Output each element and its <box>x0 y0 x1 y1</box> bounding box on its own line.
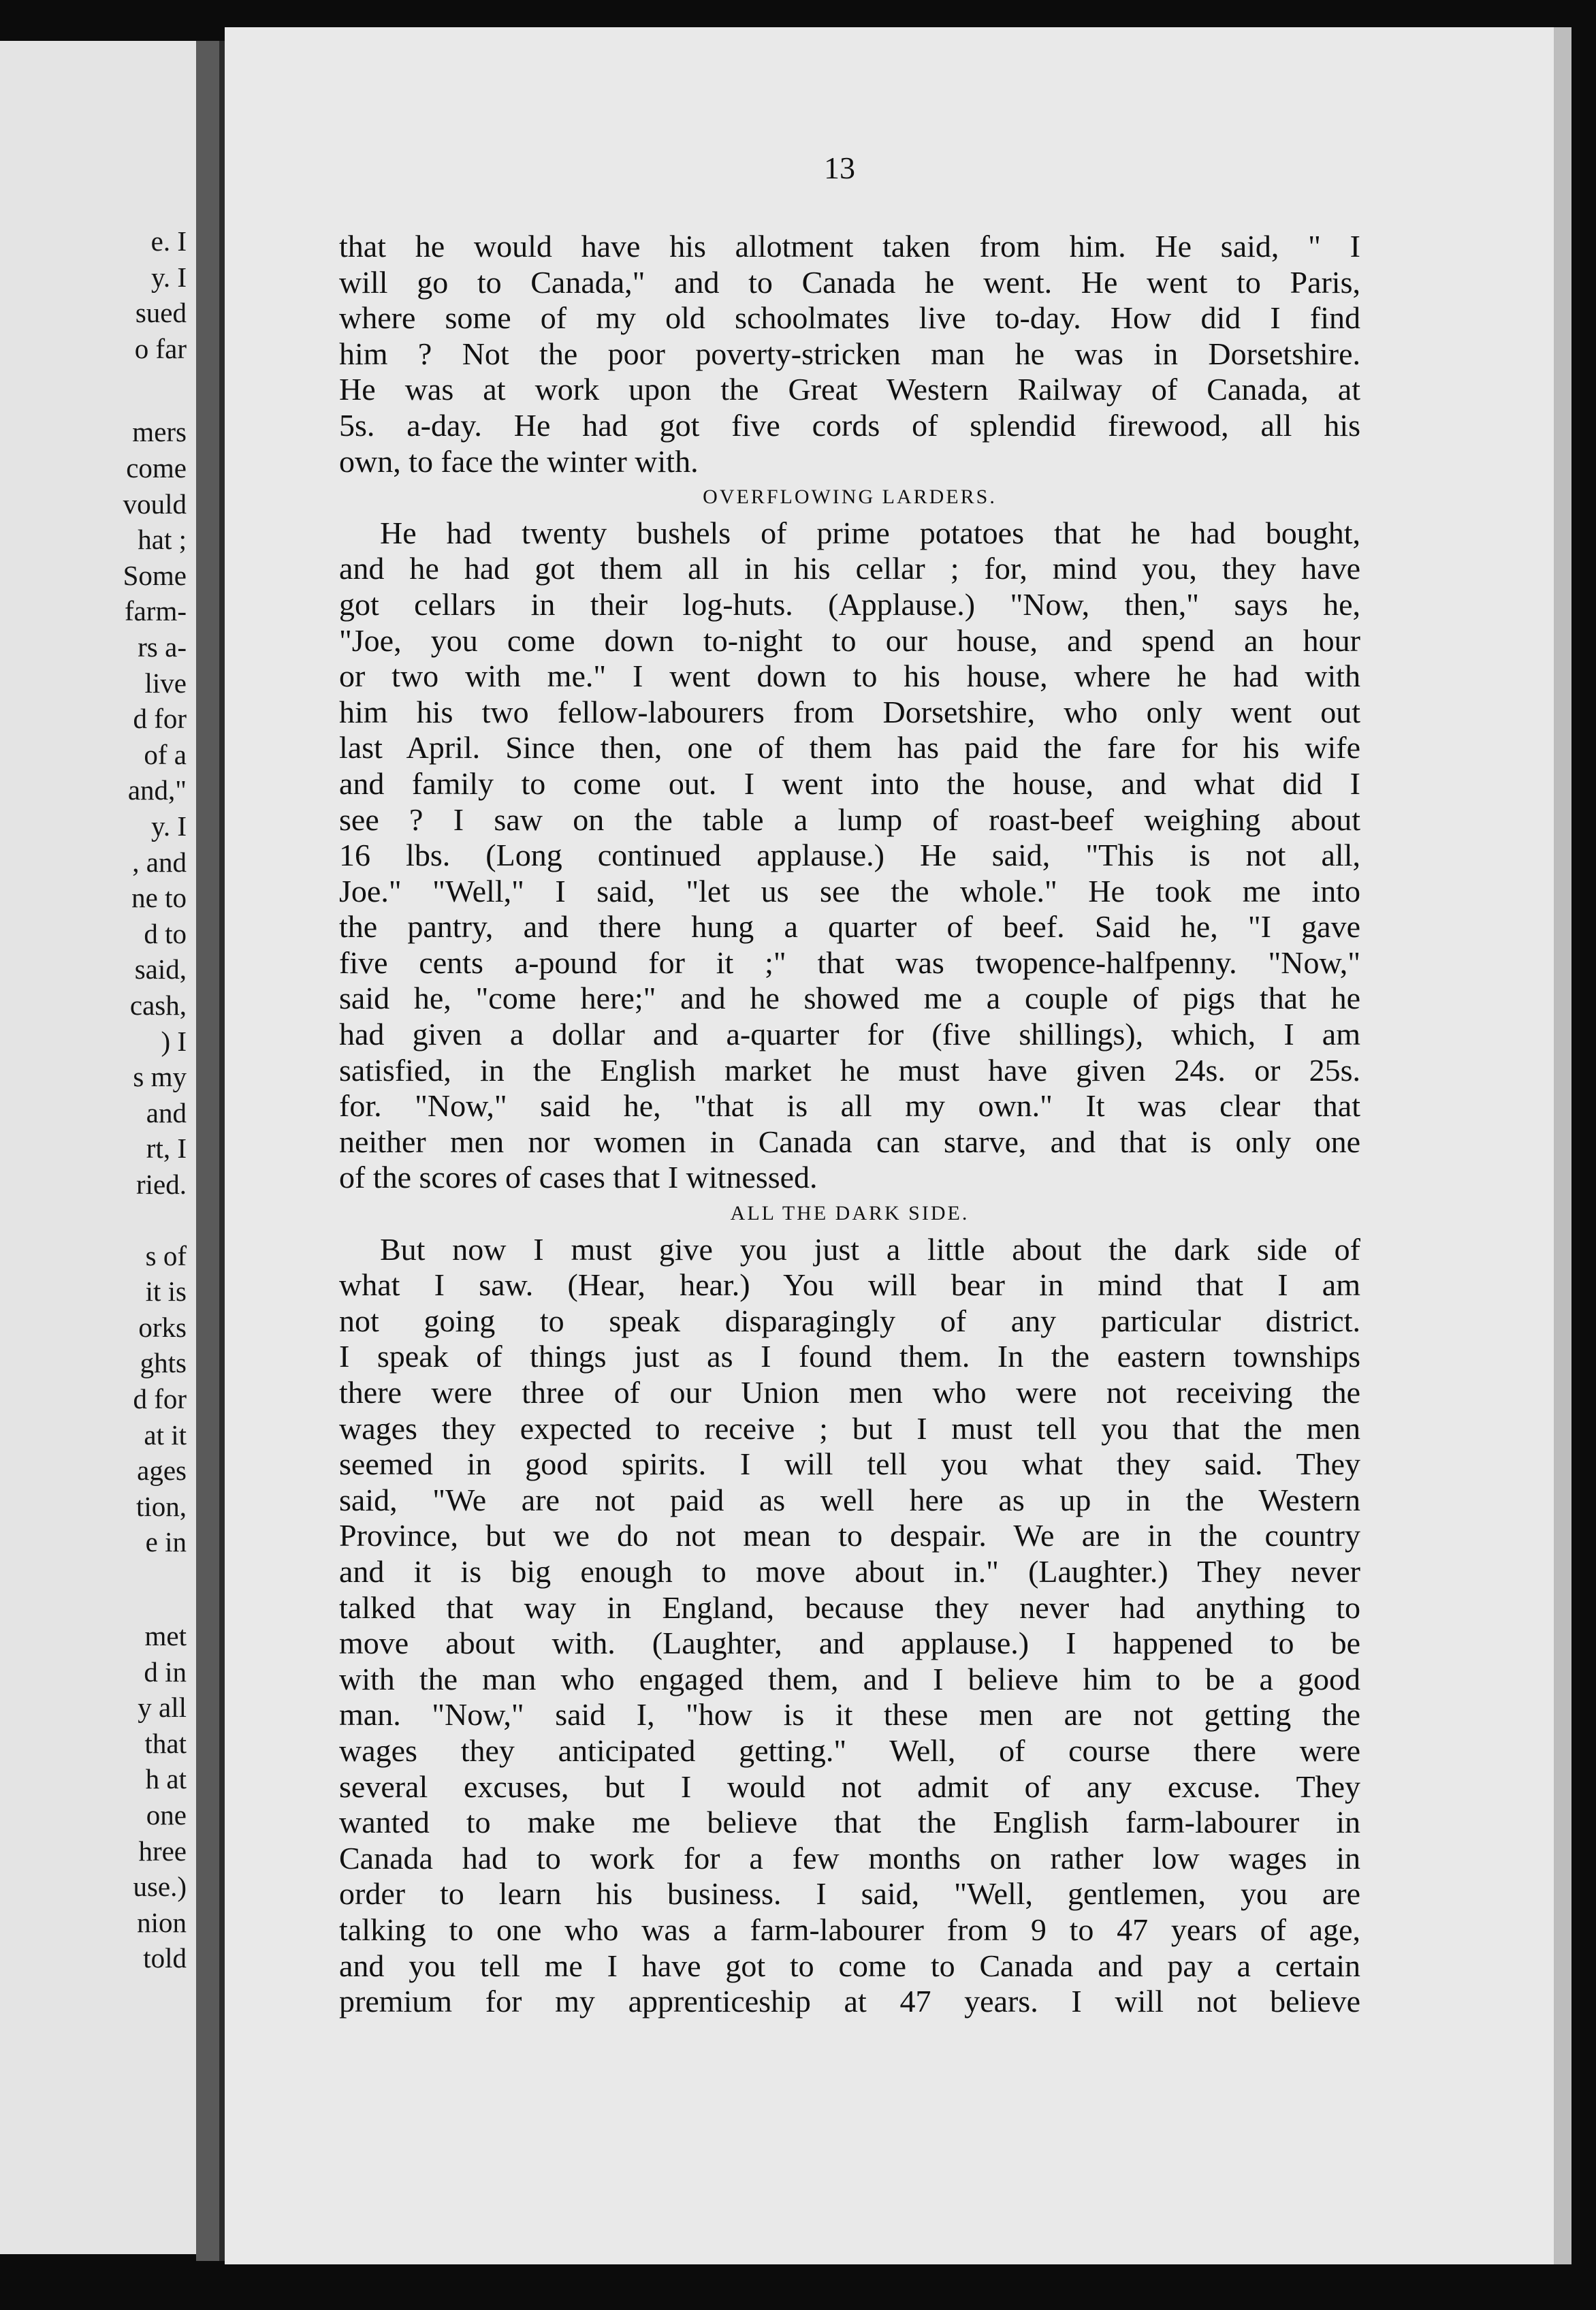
text-line: Province, but we do not mean to despair. We are in the country <box>339 1518 1360 1553</box>
left-page-text-fragment: ) I <box>161 1025 187 1057</box>
text-line: and he had got them all in his cellar ; for, mind you, they have <box>339 551 1360 586</box>
text-line: what I saw. (Hear, hear.) You will bear in mind that I am <box>339 1267 1360 1303</box>
left-page-text-fragment: h at <box>145 1763 187 1795</box>
text-line: him his two fellow-labourers from Dorsetshire, who only went out <box>339 694 1360 729</box>
text-line: see ? I saw on the table a lump of roast-beef weighing about <box>339 802 1360 837</box>
text-line: man. "Now," said I, "how is it these men are not getting the <box>339 1697 1360 1732</box>
left-page-text-fragment: met <box>144 1620 187 1651</box>
left-page-text-fragment: Some <box>123 559 187 591</box>
text-line: He had twenty bushels of prime potatoes that he had bought, <box>380 515 1360 550</box>
page-number: 13 <box>824 151 855 185</box>
text-line: Canada had to work for a few months on rather low wages in <box>339 1840 1360 1876</box>
text-line: that he would have his allotment taken from him. He said, " I <box>339 229 1360 264</box>
text-line: or two with me." I went down to his house, where he had with <box>339 659 1360 694</box>
text-line: 16 lbs. (Long continued applause.) He said, "This is not all, <box>339 838 1360 873</box>
left-page-text-fragment: ried. <box>136 1169 187 1200</box>
left-page-text-fragment: vould <box>123 488 187 520</box>
text-line: talked that way in England, because they never had anything to <box>339 1589 1360 1625</box>
left-page-text-fragment: of a <box>144 738 187 770</box>
left-page-text-fragment: rs a- <box>138 631 187 663</box>
gutter-shadow <box>219 41 225 2261</box>
facing-page-fragment <box>0 41 196 2254</box>
opening-paragraph <box>339 229 1360 479</box>
text-line: I speak of things just as I found them. In the eastern townships <box>339 1339 1360 1374</box>
left-page-text-fragment: that <box>144 1727 187 1759</box>
left-page-text-fragment: s my <box>133 1061 187 1093</box>
left-page-text-fragment: tion, <box>135 1490 187 1522</box>
left-page-text-fragment: sued <box>135 297 187 329</box>
text-line: He was at work upon the Great Western Railway of Canada, at <box>339 372 1360 407</box>
text-line: had given a dollar and a-quarter for (five shillings), which, I am <box>339 1017 1360 1052</box>
left-page-text-fragment: o far <box>134 332 187 364</box>
left-page-text-fragment: it is <box>145 1276 187 1308</box>
left-page-text-fragment: and <box>146 1096 187 1128</box>
left-page-text-fragment: ages <box>137 1455 187 1487</box>
text-line: premium for my apprenticeship at 47 years. I will not believe <box>339 1984 1360 2019</box>
text-line: there were three of our Union men who were not receiving the <box>339 1375 1360 1410</box>
left-page-text-fragment: nion <box>137 1906 187 1938</box>
text-line: of the scores of cases that I witnessed. <box>339 1160 818 1195</box>
left-page-text-fragment: e in <box>145 1526 187 1558</box>
book-gutter <box>196 41 219 2261</box>
text-line: and family to come out. I went into the house, and what did I <box>339 765 1360 801</box>
left-page-text-fragment: one <box>146 1799 187 1831</box>
text-line: got cellars in their log-huts. (Applause.) "Now, then," says he, <box>339 586 1360 622</box>
text-line: and it is big enough to move about in." (Laughter.) They never <box>339 1553 1360 1589</box>
text-line: him ? Not the poor poverty-stricken man he was in Dorsetshire. <box>339 336 1360 371</box>
section-heading-overflowing-larders: OVERFLOWING LARDERS. <box>703 486 997 509</box>
text-line: for. "Now," said he, "that is all my own." It was clear that <box>339 1088 1360 1124</box>
left-page-text-fragment: e. I <box>150 225 187 257</box>
left-page-text-fragment: orks <box>138 1311 187 1343</box>
text-line: neither men nor women in Canada can starve, and that is only one <box>339 1124 1360 1159</box>
text-line: 5s. a-day. He had got five cords of splendid firewood, all his <box>339 407 1360 443</box>
left-page-text-fragment: at it <box>144 1419 187 1451</box>
left-page-text-fragment: hree <box>138 1835 187 1867</box>
text-line: the pantry, and there hung a quarter of beef. Said he, "I gave <box>339 909 1360 945</box>
text-line: talking to one who was a farm-labourer from 9 to 47 years of age, <box>339 1912 1360 1947</box>
text-line: several excuses, but I would not admit of any excuse. They <box>339 1769 1360 1804</box>
left-page-text-fragment: said, <box>134 953 187 985</box>
left-page-text-fragment: ne to <box>131 882 187 914</box>
text-line: But now I must give you just a little about the dark side of <box>380 1231 1360 1267</box>
page-edge <box>1554 27 1571 2264</box>
text-line: not going to speak disparagingly of any particular district. <box>339 1303 1360 1338</box>
text-line: said, "We are not paid as well here as up in the Western <box>339 1482 1360 1517</box>
text-line: Joe." "Well," I said, "let us see the whole." He took me into <box>339 873 1360 908</box>
text-line: will go to Canada," and to Canada he went. He went to Paris, <box>339 264 1360 300</box>
text-line: wanted to make me believe that the English farm-labourer in <box>339 1805 1360 1840</box>
left-page-text-fragment: come <box>126 452 187 484</box>
left-page-text-fragment: cash, <box>129 990 187 1021</box>
left-page-text-fragment: d for <box>133 703 187 735</box>
text-line: with the man who engaged them, and I believe him to be a good <box>339 1661 1360 1696</box>
left-page-text-fragment: and," <box>127 774 187 806</box>
left-page-text-fragment: hat ; <box>138 524 187 556</box>
left-page-text-fragment: , and <box>132 846 187 878</box>
left-page-text-fragment: y. I <box>151 810 187 842</box>
left-page-text-fragment: y all <box>138 1692 187 1724</box>
left-page-text-fragment: live <box>144 667 187 699</box>
left-page-text-fragment: d for <box>133 1383 187 1414</box>
text-line: said he, "come here;" and he showed me a couple of pigs that he <box>339 981 1360 1016</box>
left-page-text-fragment: use.) <box>133 1871 187 1903</box>
text-line: five cents a-pound for it ;" that was twopence-halfpenny. "Now," <box>339 945 1360 980</box>
text-line: where some of my old schoolmates live to-day. How did I find <box>339 300 1360 336</box>
text-line: order to learn his business. I said, "Well, gentlemen, you are <box>339 1876 1360 1912</box>
paragraph-dark-side <box>339 1232 1360 2020</box>
left-page-text-fragment: d to <box>144 917 187 949</box>
text-line: "Joe, you come down to-night to our house, and spend an hour <box>339 622 1360 658</box>
text-line: wages they anticipated getting." Well, of course there were <box>339 1732 1360 1768</box>
left-page-text-fragment: rt, I <box>146 1133 187 1165</box>
paragraph-overflowing-larders <box>339 516 1360 1196</box>
text-line: own, to face the winter with. <box>339 443 699 479</box>
left-page-text-fragment: farm- <box>124 595 187 627</box>
left-page-text-fragment: s of <box>145 1239 187 1271</box>
text-line: last April. Since then, one of them has paid the fare for his wife <box>339 730 1360 765</box>
text-line: and you tell me I have got to come to Canada and pay a certain <box>339 1948 1360 1983</box>
left-page-text-fragment: d in <box>144 1656 187 1688</box>
left-page-text-fragment: told <box>143 1942 187 1974</box>
text-line: seemed in good spirits. I will tell you what they said. They <box>339 1446 1360 1482</box>
left-page-text-fragment: y. I <box>151 261 187 293</box>
page-body <box>339 229 1360 2020</box>
left-page-text-fragment: ghts <box>140 1347 187 1379</box>
section-heading-dark-side: ALL THE DARK SIDE. <box>730 1202 970 1225</box>
text-line: wages they expected to receive ; but I must tell you that the men <box>339 1410 1360 1446</box>
left-page-text-fragment: mers <box>132 416 187 448</box>
text-line: move about with. (Laughter, and applause.) I happened to be <box>339 1626 1360 1661</box>
text-line: satisfied, in the English market he must have given 24s. or 25s. <box>339 1052 1360 1088</box>
